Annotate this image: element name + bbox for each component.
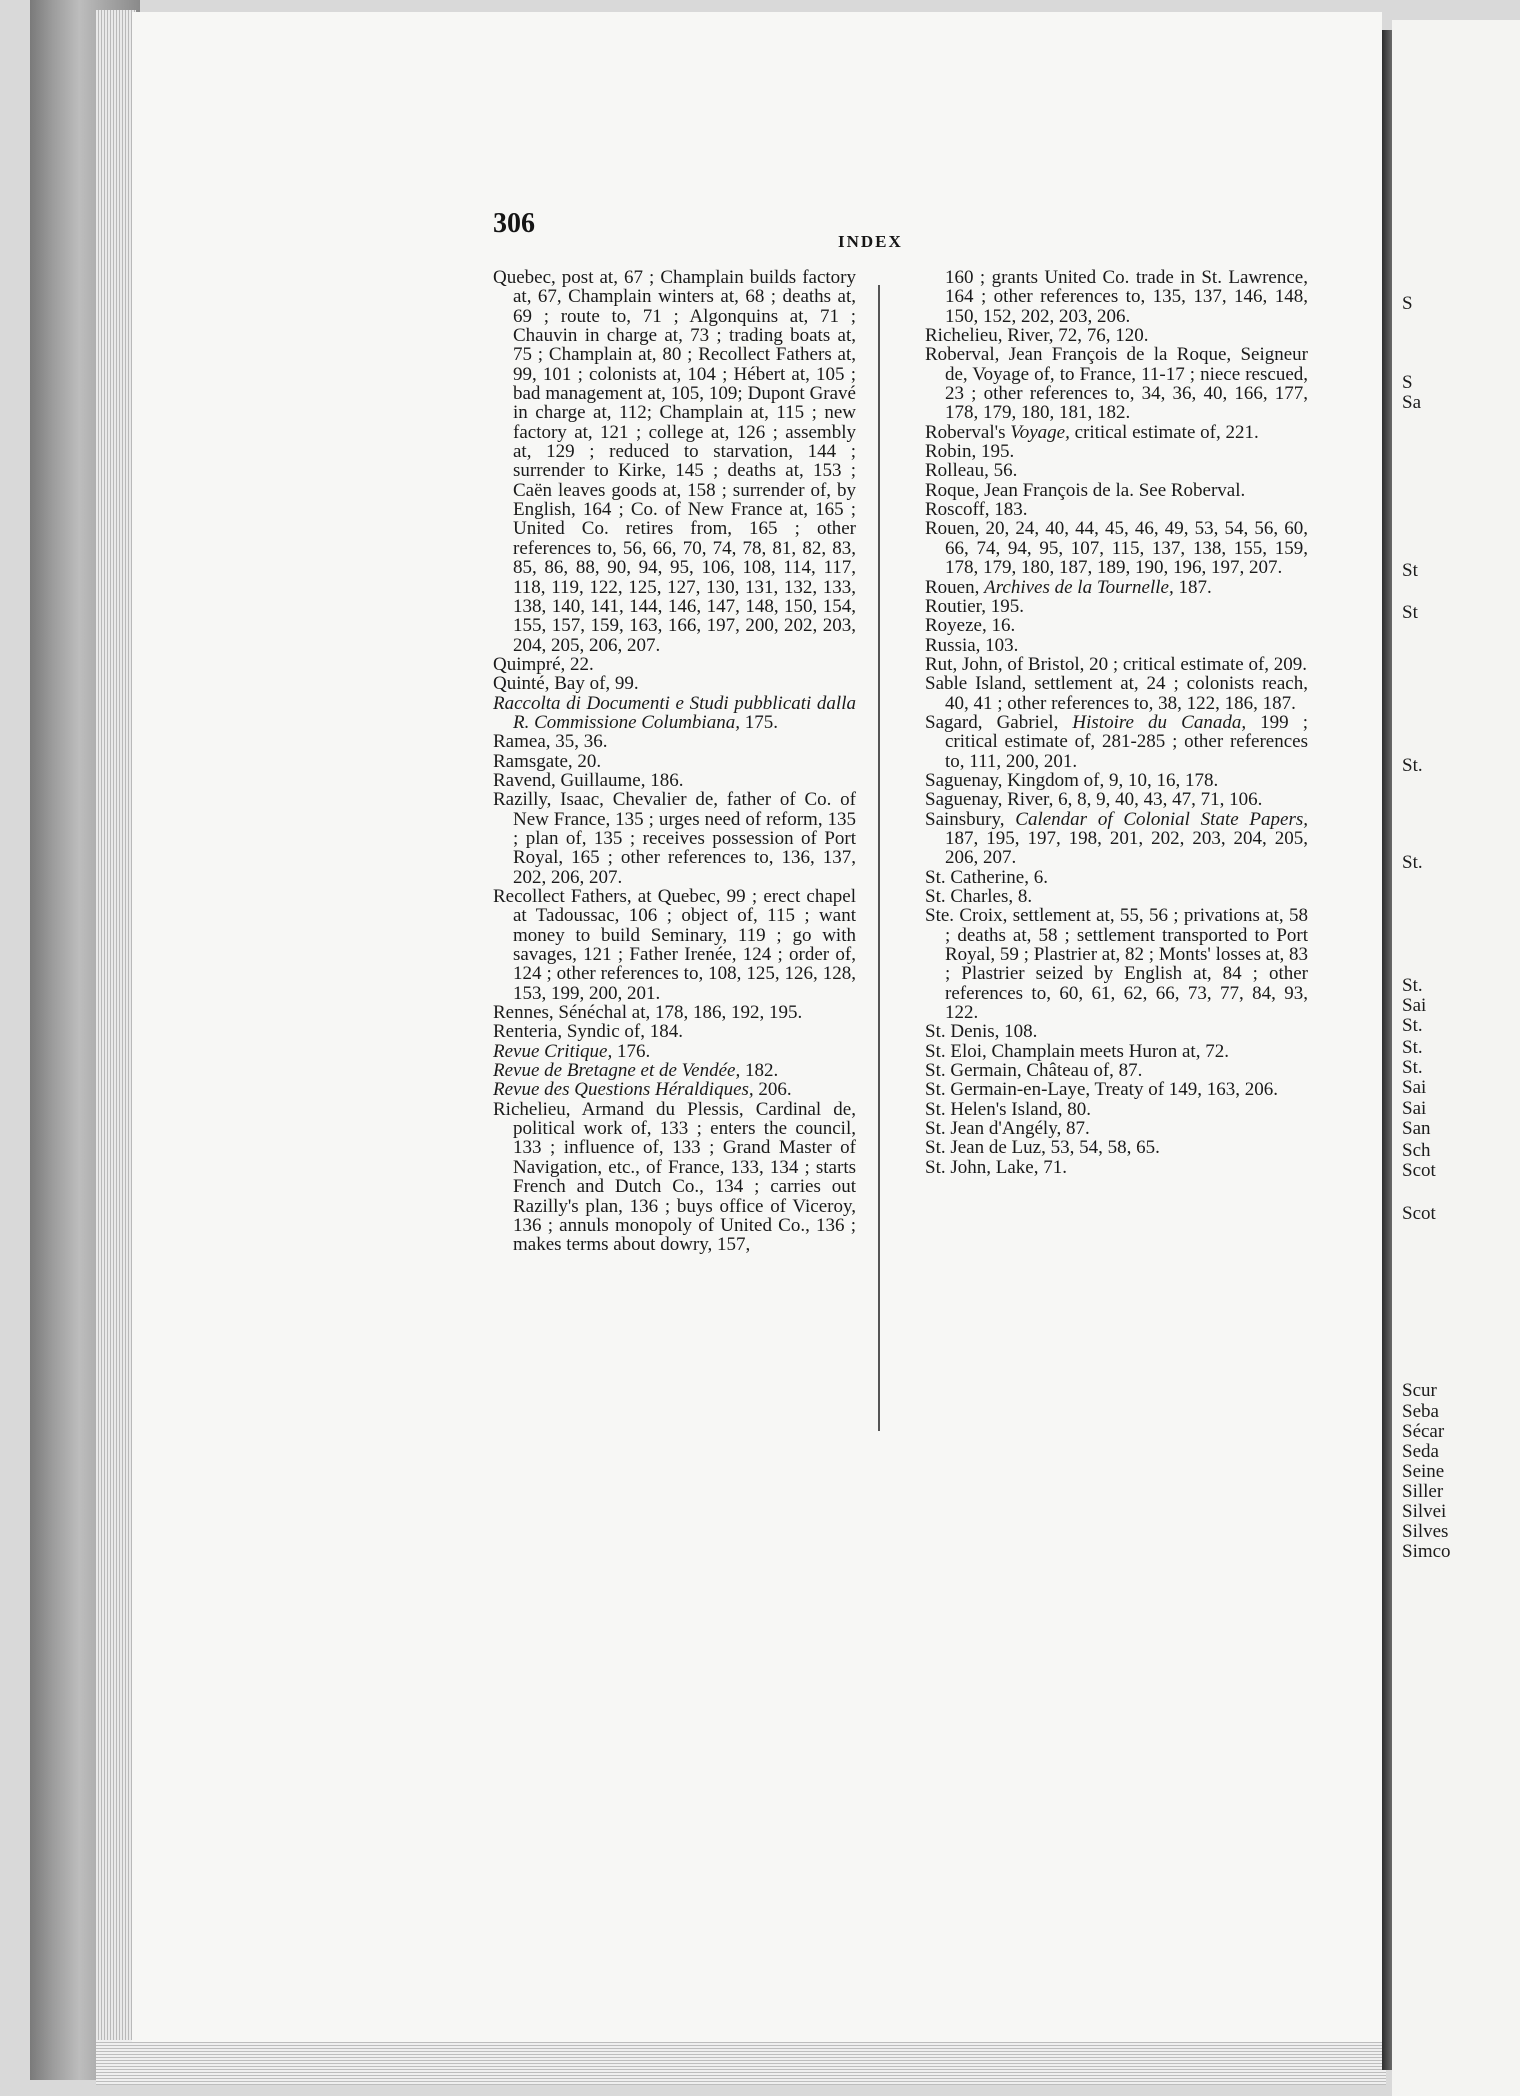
entry-text: St. Germain, Château of, 87. <box>925 1060 1143 1082</box>
entry-text: Saguenay, Kingdom of, 9, 10, 16, 178. <box>925 769 1219 791</box>
facing-page-fragment: S <box>1402 293 1413 314</box>
index-entry <box>493 268 856 655</box>
index-entry <box>493 1080 856 1099</box>
entry-text: Roque, Jean François de la. See Roberval. <box>925 479 1246 501</box>
entry-text: St. Charles, 8. <box>925 886 1033 907</box>
index-entry <box>925 771 1308 790</box>
facing-page-fragment: St. <box>1402 1015 1423 1036</box>
index-entry <box>925 500 1308 519</box>
facing-page-fragment: St <box>1402 602 1418 623</box>
index-entry <box>925 1158 1308 1177</box>
index-entry <box>493 887 856 1003</box>
facing-page-fragment: Silves <box>1402 1521 1449 1542</box>
entry-text: Quinté, Bay of, 99. <box>493 673 639 695</box>
index-entry <box>493 771 856 790</box>
entry-text: Ramsgate, 20. <box>493 750 602 772</box>
entry-lead: Roberval's <box>925 421 1011 443</box>
page-number: 306 <box>493 208 535 239</box>
facing-page-fragment: Seba <box>1402 1401 1439 1422</box>
entry-text: St. Jean de Luz, 53, 54, 58, 65. <box>925 1137 1160 1159</box>
entry-text: St. Catherine, 6. <box>925 866 1048 888</box>
entry-text: St. John, Lake, 71. <box>925 1156 1067 1178</box>
running-head: INDEX <box>838 232 903 251</box>
facing-page-fragment: Sai <box>1402 1077 1427 1098</box>
entry-text: Rouen, 20, 24, 40, 44, 45, 46, 49, 53, 54, 56, 60, 66, 74, 94, 95, 107, 115, 137, 138, 155, 159, 178, 179, 180, 187, 189, 190, 196, 197, 207. <box>925 518 1308 579</box>
entry-text: Ravend, Guillaume, 186. <box>493 769 684 791</box>
entry-text: 187, 195, 197, 198, 201, 202, 203, 204, 205, 206, 207. <box>945 827 1308 869</box>
index-entry <box>925 461 1308 480</box>
entry-text: Razilly, Isaac, Chevalier de, father of Co. of New France, 135 ; urges need of reform, 135 ; plan of, 135 ; receives possession of Port Royal, 165 ; other references to, 136, 137, 202, 206, 207. <box>493 789 856 888</box>
entry-text: Routier, 195. <box>925 595 1024 617</box>
facing-page-fragment: St. <box>1402 755 1423 776</box>
index-entry <box>493 1003 856 1022</box>
entry-text: Sable Island, settlement at, 24 ; colonists reach, 40, 41 ; other references to, 38, 122, 186, 187. <box>925 673 1308 714</box>
index-entry <box>925 519 1308 577</box>
entry-lead: Sainsbury, <box>925 808 1016 830</box>
index-entry <box>925 1042 1308 1061</box>
index-entry <box>925 1061 1308 1080</box>
index-entry <box>493 790 856 887</box>
index-entry <box>925 481 1308 500</box>
entry-lead: Sagard, Gabriel, <box>925 711 1073 733</box>
index-entry <box>925 616 1308 635</box>
index-entry <box>925 345 1308 422</box>
entry-text: Robin, 195. <box>925 441 1015 463</box>
entry-text: Roberval, Jean François de la Roque, Seigneur de, Voyage of, to France, 11-17 ; niece rescued, 23 ; other references to, 34, 36, 40, 166, 177, 178, 179, 180, 181, 182. <box>925 344 1308 424</box>
entry-title: Histoire du Canada, <box>1072 711 1247 733</box>
facing-page-fragment: Siller <box>1402 1481 1444 1502</box>
entry-text: Renteria, Syndic of, 184. <box>493 1021 683 1043</box>
index-entry <box>925 655 1308 674</box>
facing-page-fragment: Simco <box>1402 1541 1451 1562</box>
facing-page-fragment: St <box>1402 560 1418 581</box>
entry-title: Revue de Bretagne et de Vendée, <box>493 1060 741 1082</box>
index-entry <box>925 1119 1308 1138</box>
index-entry <box>493 1022 856 1041</box>
entry-text: 175. <box>739 711 778 733</box>
entry-text: 206. <box>753 1079 792 1101</box>
book-gutter <box>1382 30 1392 2070</box>
facing-page-fragment: San <box>1402 1118 1431 1139</box>
index-entry <box>493 674 856 693</box>
entry-text: Roscoff, 183. <box>925 499 1028 521</box>
index-entry <box>493 1061 856 1080</box>
index-entry <box>925 887 1308 906</box>
entry-title: Revue Critique, <box>493 1040 613 1062</box>
entry-text: Royeze, 16. <box>925 615 1016 637</box>
entry-text: Recollect Fathers, at Quebec, 99 ; erect chapel at Tadoussac, 106 ; object of, 115 ; want money to build Seminary, 119 ; go with savages, 121 ; Father Irenée, 124 ; order of, 124 ; other references to, 108, 125, 126, 128, 153, 199, 200, 201. <box>493 886 856 1004</box>
index-entry <box>925 597 1308 616</box>
entry-title: Archives de la Tournelle, <box>984 576 1174 598</box>
facing-page-fragment: Scot <box>1402 1160 1436 1181</box>
index-entry <box>925 868 1308 887</box>
entry-text: 176. <box>612 1040 651 1062</box>
entry-text: Quebec, post at, 67 ; Champlain builds factory at, 67, Champlain winters at, 68 ; deaths at, 69 ; route to, 71 ; Algonquins at, 71 ; Chauvin in charge at, 73 ; trading boats at, 75 ; Champlain at, 80 ; Recollect Fathers at, 99, 101 ; colonists at, 104 ; Hébert at, 105 ; bad management at, 105, 109; Dupont Gravé in charge at, 112; Champlain at, 115 ; new factory at, 121 ; college at, 126 ; assembly at, 129 ; reduced to starvation, 144 ; surrender to Kirke, 145 ; deaths at, 153 ; Caën leaves goods at, 158 ; surrender of, by English, 164 ; Co. of New France at, 165 ; United Co. retires from, 165 ; other references to, 56, 66, 70, 74, 78, 81, 82, 83, 85, 86, 88, 90, 94, 95, 106, 108, 114, 117, 118, 119, 122, 125, 127, 130, 131, 132, 133, 138, 140, 141, 144, 146, 147, 148, 150, 154, 155, 157, 159, 163, 166, 197, 200, 202, 203, 204, 205, 206, 207. <box>493 267 856 656</box>
index-column-left <box>493 268 856 1255</box>
entry-text: St. Eloi, Champlain meets Huron at, 72. <box>925 1040 1229 1062</box>
index-entry <box>925 268 1308 326</box>
entry-text: Ste. Croix, settlement at, 55, 56 ; privations at, 58 ; deaths at, 58 ; settlement transported to Port Royal, 59 ; Plastrier at, 82 ; Monts' losses at, 83 ; Plastrier seized by English at, 84 ; other references to, 60, 61, 62, 66, 73, 77, 84, 93, 122. <box>925 905 1308 1024</box>
entry-text: Rennes, Sénéchal at, 178, 186, 192, 195. <box>493 1002 803 1024</box>
entry-text: 199 ; critical estimate of, 281-285 ; other references to, 111, 200, 201. <box>945 711 1309 772</box>
entry-text: 182. <box>740 1060 779 1082</box>
facing-page-fragment: Silvei <box>1402 1501 1447 1522</box>
facing-page-fragment: Sch <box>1402 1140 1431 1161</box>
facing-page-fragment: St. <box>1402 1057 1423 1078</box>
facing-page-fragment: S <box>1402 372 1413 393</box>
facing-page-fragment: Sai <box>1402 1098 1427 1119</box>
index-entry <box>925 1138 1308 1157</box>
index-entry <box>925 1022 1308 1041</box>
column-divider <box>878 285 880 1431</box>
entry-title: Calendar of Colonial State Papers, <box>1015 808 1308 830</box>
entry-text: Ramea, 35, 36. <box>493 731 608 753</box>
index-entry <box>925 326 1308 345</box>
index-entry <box>925 713 1308 771</box>
page-edges <box>96 10 136 2075</box>
entry-text: 160 ; grants United Co. trade in St. Lawrence, 164 ; other references to, 135, 137, 146, 148, 150, 152, 202, 203, 206. <box>945 267 1308 327</box>
entry-text: Russia, 103. <box>925 634 1019 656</box>
facing-page-fragment: St. <box>1402 852 1423 873</box>
entry-text: Quimpré, 22. <box>493 653 594 675</box>
index-entry <box>925 636 1308 655</box>
facing-page-fragment: Seda <box>1402 1441 1439 1462</box>
entry-title: Revue des Questions Héraldiques, <box>493 1079 754 1101</box>
facing-page-fragment: Sa <box>1402 392 1421 413</box>
index-entry <box>925 442 1308 461</box>
entry-text: Richelieu, River, 72, 76, 120. <box>925 325 1149 347</box>
index-entry <box>925 810 1308 868</box>
index-entry <box>925 578 1308 597</box>
index-entry <box>925 1080 1308 1099</box>
entry-title: Voyage, <box>1010 421 1070 443</box>
facing-page-fragment: St. <box>1402 975 1423 996</box>
entry-text: critical estimate of, 221. <box>1069 421 1259 443</box>
facing-page-fragment: Sécar <box>1402 1421 1445 1442</box>
index-column-right <box>925 268 1308 1177</box>
index-entry <box>493 1100 856 1255</box>
entry-text: 187. <box>1173 576 1212 598</box>
index-entry <box>493 694 856 733</box>
index-entry <box>925 906 1308 1022</box>
facing-page-fragment: St. <box>1402 1037 1423 1058</box>
index-entry <box>493 732 856 751</box>
facing-page-fragment: Scot <box>1402 1203 1436 1224</box>
entry-text: Rut, John, of Bristol, 20 ; critical estimate of, 209. <box>925 653 1308 675</box>
entry-text: St. Helen's Island, 80. <box>925 1098 1091 1120</box>
entry-title: Raccolta di Documenti e Studi pubblicati dalla R. Commissione Columbiana, <box>493 692 856 733</box>
index-entry <box>493 1042 856 1061</box>
index-entry <box>925 790 1308 809</box>
index-entry <box>925 1100 1308 1119</box>
facing-page <box>1392 20 1520 2096</box>
facing-page-fragment: Sai <box>1402 995 1427 1016</box>
entry-text: St. Jean d'Angély, 87. <box>925 1118 1090 1140</box>
entry-text: Saguenay, River, 6, 8, 9, 40, 43, 47, 71, 106. <box>925 789 1263 811</box>
index-entry <box>925 674 1308 713</box>
entry-text: St. Denis, 108. <box>925 1021 1038 1043</box>
entry-text: Richelieu, Armand du Plessis, Cardinal de, political work of, 133 ; enters the council, 133 ; influence of, 133 ; Grand Master of Navigation, etc., of France, 133, 134 ; starts French and Dutch Co., 134 ; carries out Razilly's plan, 136 ; buys office of Viceroy, 136 ; annuls monopoly of United Co., 136 ; makes terms about dowry, 157, <box>493 1098 856 1256</box>
entry-text: St. Germain-en-Laye, Treaty of 149, 163, 206. <box>925 1079 1279 1101</box>
page-edges-bottom <box>96 2040 1386 2085</box>
entry-lead: Rouen, <box>925 576 985 598</box>
index-entry <box>493 655 856 674</box>
entry-text: Rolleau, 56. <box>925 460 1018 482</box>
index-entry <box>925 423 1308 442</box>
index-entry <box>493 752 856 771</box>
facing-page-fragment: Seine <box>1402 1461 1445 1482</box>
facing-page-fragment: Scur <box>1402 1380 1437 1401</box>
